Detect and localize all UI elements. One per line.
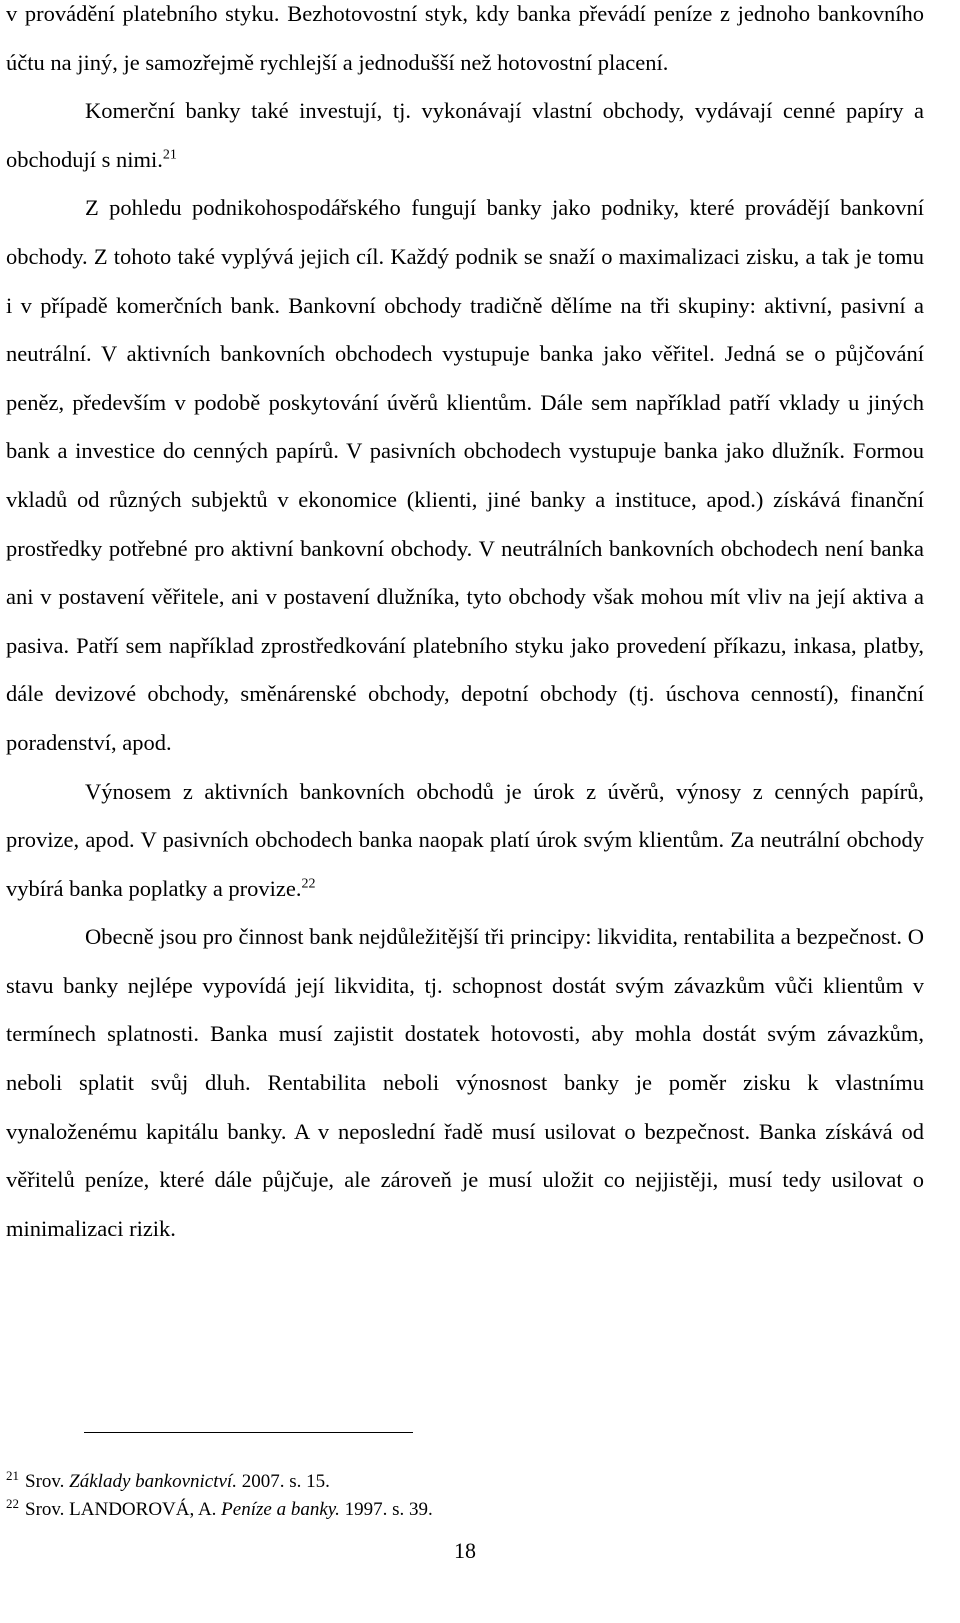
document-page xyxy=(6,0,924,1253)
footnote-22: $^{22}$ Srov. LANDOROVÁ, A. Peníze a banky. 1997. s. 39. xyxy=(6,1495,433,1520)
footnote-separator xyxy=(84,1432,413,1433)
paragraph-5: Obecně jsou pro činnost bank nejdůležitější tři principy: likvidita, rentabilita a bezpečnost. O stavu banky nejlépe vypovídá její likvidita, tj. schopnost dostát svým závazkům vůči klientům v termínech splatnosti. Banka musí zajistit dostatek hotovosti, aby mohla dostát svým závazkům, neboli splatit svůj dluh. Rentabilita neboli výnosnost banky je poměr zisku k vlastnímu vynaloženému kapitálu banky. A v neposlední řadě musí usilovat o bezpečnost. Banka získává od věřitelů peníze, které dále půjčuje, ale zároveň je musí uložit co nejjistěji, musí tedy usilovat o minimalizaci rizik. xyxy=(6,924,924,1241)
footnote-21: $^{21}$ Srov. Základy bankovnictví. 2007. s. 15. xyxy=(6,1467,330,1492)
paragraph-3: Z pohledu podnikohospodářského fungují banky jako podniky, které provádějí bankovní obchody. Z tohoto také vyplývá jejich cíl. Každý podnik se snaží o maximalizaci zisku, a tak je tomu i v případě komerčních bank. Bankovní obchody tradičně dělíme na tři skupiny: aktivní, pasivní a neutrální. V aktivních bankovních obchodech vystupuje banka jako věřitel. Jedná se o půjčování peněz, především v podobě poskytování úvěrů klientům. Dále sem například patří vklady u jiných bank a investice do cenných papírů. V pasivních obchodech vystupuje banka jako dlužník. Formou vkladů od různých subjektů v ekonomice (klienti, jiné banky a instituce, apod.) získává finanční prostředky potřebné pro aktivní bankovní obchody. V neutrálních bankovních obchodech není banka ani v postavení věřitele, ani v postavení dlužníka, tyto obchody však mohou mít vliv na její aktiva a pasiva. Patří sem například zprostředkování platebního styku jako provedení příkazu, inkasa, platby, dále devizové obchody, směnárenské obchody, depotní obchody (tj. úschova cenností), finanční poradenství, apod. xyxy=(6,195,924,755)
footnote-ref-21: 21 xyxy=(162,147,177,163)
paragraph-1: v provádění platebního styku. Bezhotovostní styk, kdy banka převádí peníze z jednoho bankovního účtu na jiný, je samozřejmě rychlejší a jednodušší než hotovostní placení. xyxy=(6,1,924,75)
footnote-ref-22: 22 xyxy=(301,876,316,892)
page-number: 18 xyxy=(454,1538,476,1563)
footnotes xyxy=(6,1468,433,1524)
paragraph-2: Komerční banky také investují, tj. vykonávají vlastní obchody, vydávají cenné papíry a obchodují s nimi.$^{21}$ xyxy=(6,98,924,172)
paragraph-4: Výnosem z aktivních bankovních obchodů je úrok z úvěrů, výnosy z cenných papírů, provize, apod. V pasivních obchodech banka naopak platí úrok svým klientům. Za neutrální obchody vybírá banka poplatky a provize.$^{22}$ xyxy=(6,778,924,901)
